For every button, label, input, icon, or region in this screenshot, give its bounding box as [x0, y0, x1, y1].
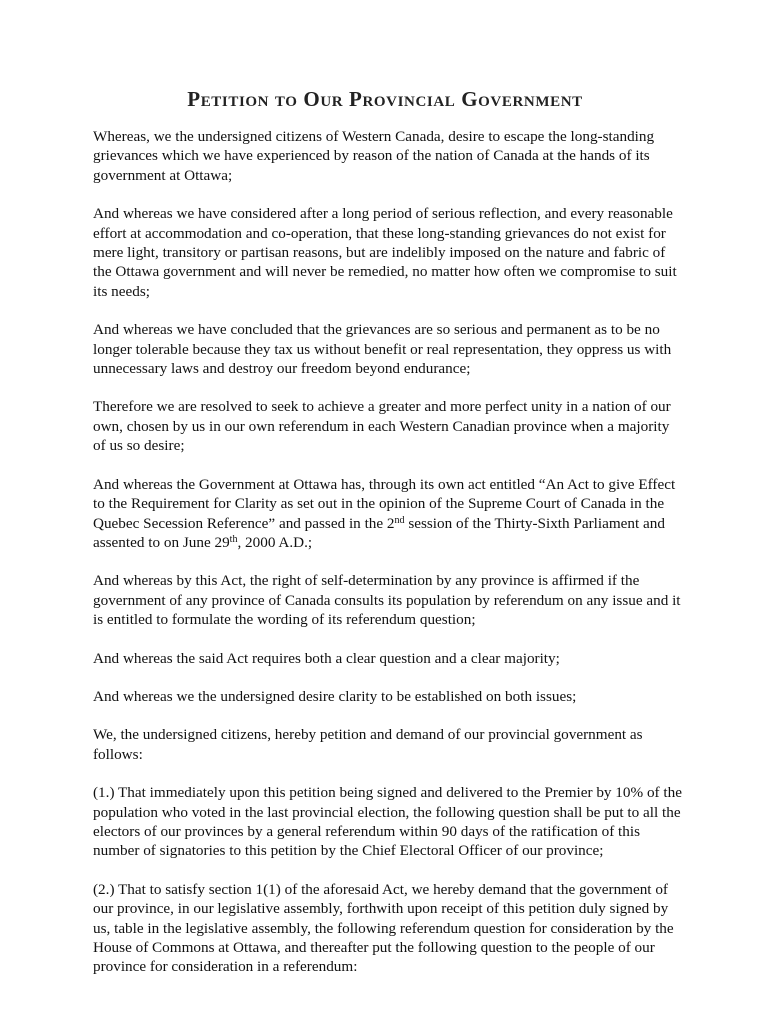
paragraph-whereas-clear-question: And whereas the said Act requires both a clear question and a clear majority;	[93, 649, 560, 667]
paragraph-whereas-desire-clarity: And whereas we the undersigned desire clarity to be established on both issues;	[93, 687, 577, 705]
paragraph-petition-demand: We, the undersigned citizens, hereby petition and demand of our provincial government as follows:	[93, 726, 643, 763]
document-body	[93, 127, 683, 996]
paragraph-therefore-resolved: Therefore we are resolved to seek to achieve a greater and more perfect unity in a nation of our own, chosen by us in our own referendum in each Western Canadian province when a majority of us so desire;	[93, 398, 671, 455]
paragraph-item-1: (1.) That immediately upon this petition being signed and delivered to the Premier by 10% of the population who voted in the last provincial election, the following question shall be put to all the electors of our provinces by a general referendum within 90 days of the ratification of this number of signatories to this petition by the Chief Electoral Officer of our province;	[93, 784, 682, 860]
paragraph-whereas-reflection: And whereas we have considered after a long period of serious reflection, and every reasonable effort at accommodation and co-operation, that these long-standing grievances do not exist for mere light, transitory or partisan reasons, but are indelibly imposed on the nature and fabric of the Ottawa government and will never be remedied, no matter how often we compromise to suit its needs;	[93, 205, 677, 300]
ordinal-superscript-th: th	[229, 533, 238, 545]
paragraph-whereas-grievances: Whereas, we the undersigned citizens of Western Canada, desire to escape the long-standing grievances which we have experienced by reason of the nation of Canada at the hands of its government at Ottawa;	[93, 128, 655, 184]
clarity-act-text-part2: session of the Thirty-Sixth Parliament and assented to on June 29	[93, 514, 665, 551]
paragraph-whereas-concluded: And whereas we have concluded that the grievances are so serious and permanent as to be no longer tolerable because they tax us without benefit or real representation, they oppress us with unnecessary laws and destroy our freedom beyond endurance;	[93, 321, 672, 378]
paragraph-whereas-self-determination: And whereas by this Act, the right of self-determination by any province is affirmed if the government of any province of Canada consults its population by referendum on any issue and it is entitled to formulate the wording of its referendum question;	[93, 572, 681, 629]
clarity-act-text-part3: , 2000 A.D.;	[237, 533, 313, 551]
ordinal-superscript-nd: nd	[394, 514, 405, 526]
paragraph-item-2: (2.) That to satisfy section 1(1) of the aforesaid Act, we hereby demand that the government of our province, in our legislative assembly, forthwith upon receipt of this petition duly signed by us, table in the legislative assembly, the following referendum question for consideration by the House of Commons at Ottawa, and thereafter put the following question to the people of our province for consideration in a referendum:	[93, 880, 674, 976]
clarity-act-text-part1: And whereas the Government at Ottawa has, through its own act entitled “An Act to give Effect to the Requirement for Clarity as set out in the opinion of the Supreme Court of Canada in the Quebec Secession Reference” and passed in the 2	[93, 475, 676, 532]
paragraph-whereas-clarity-act	[93, 475, 683, 553]
document-title: Petition to Our Provincial Government	[187, 87, 583, 111]
